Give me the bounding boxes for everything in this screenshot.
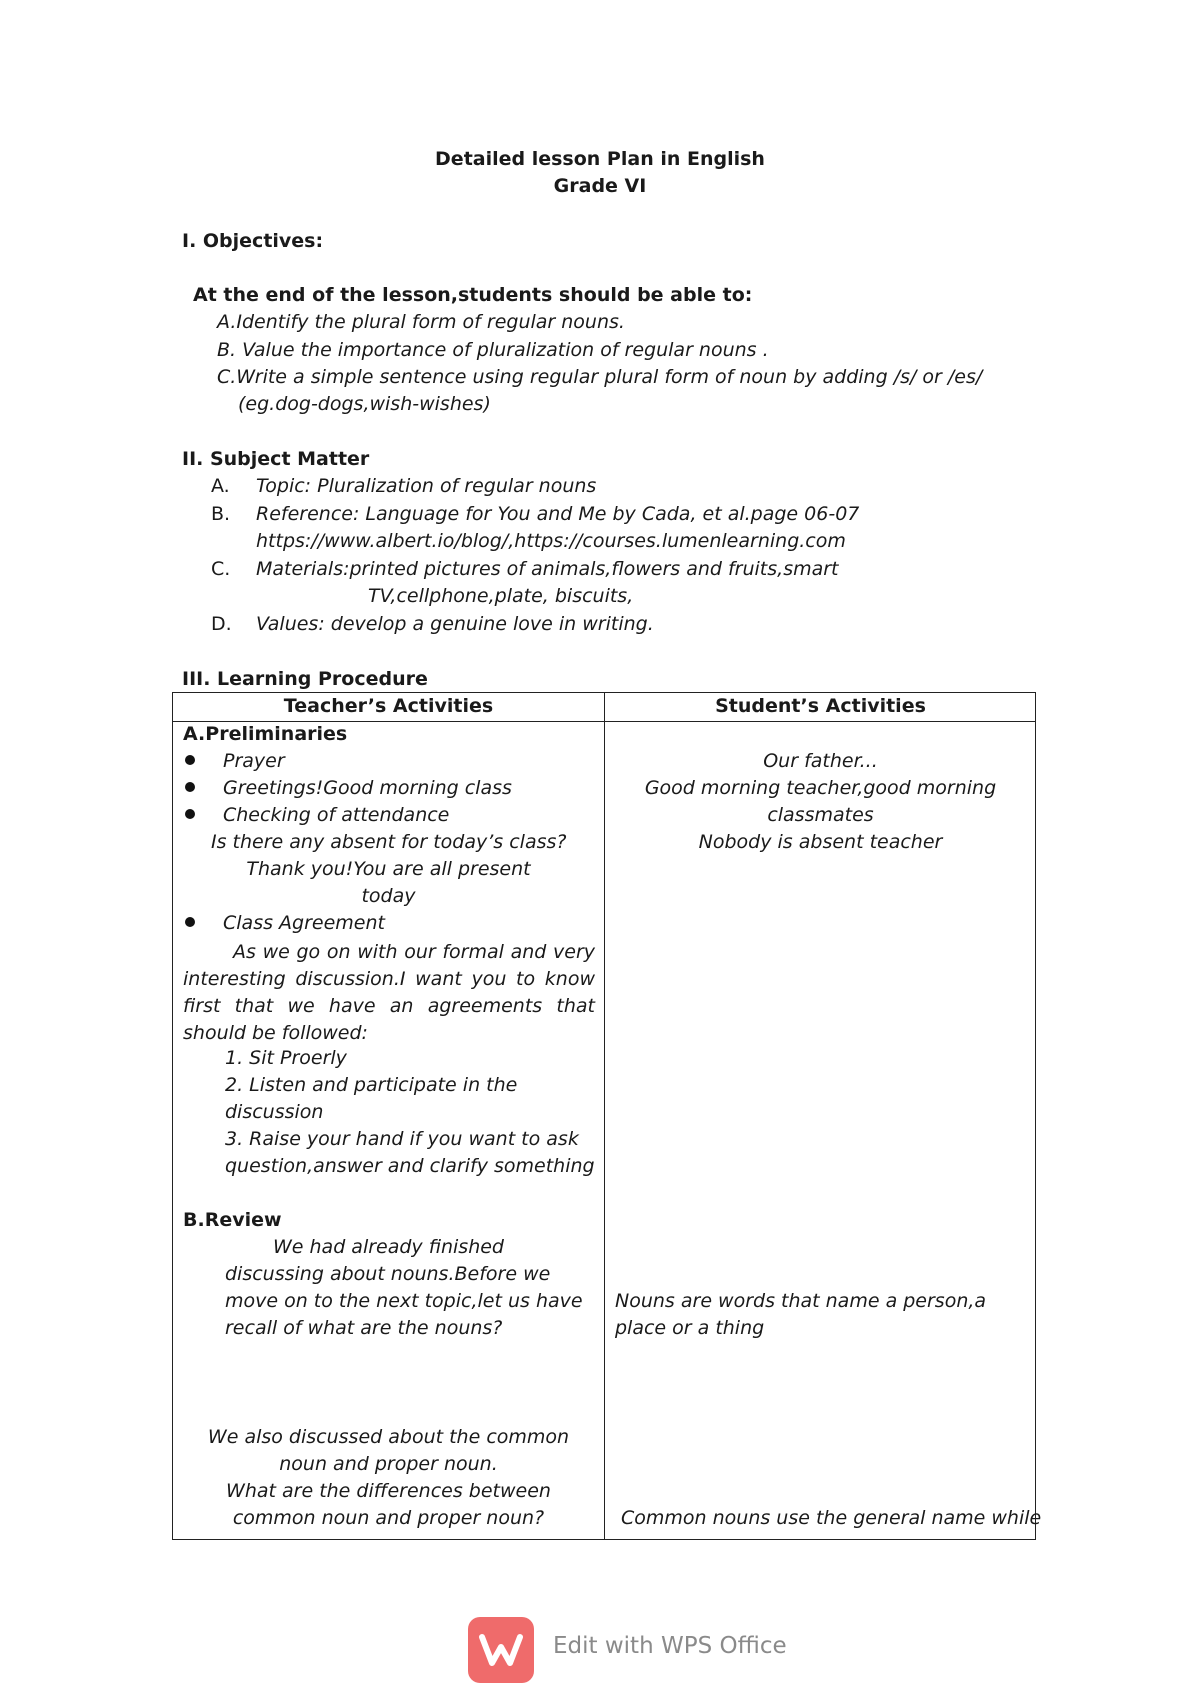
subject-letter-c: C. — [211, 558, 231, 580]
rule-2: 2. Listen and participate in the — [225, 1074, 518, 1096]
rule-3-cont: question,answer and clarify something — [225, 1155, 595, 1177]
prelim-agreement: Class Agreement — [223, 912, 385, 934]
review-line-2: discussing about nouns.Before we — [225, 1263, 551, 1285]
prelim-greetings-item — [185, 777, 512, 799]
student-answer-1: Nouns are words that name a person,a — [615, 1290, 987, 1312]
bullet-icon — [185, 809, 195, 819]
subject-materials: Materials:printed pictures of animals,flowers and fruits,smart — [256, 558, 839, 580]
bullet-icon — [185, 755, 195, 765]
teacher-activities-header: Teacher’s Activities — [283, 695, 494, 717]
grade-label: Grade VI — [553, 175, 647, 197]
procedure-heading: III. Learning Procedure — [182, 668, 428, 690]
prelim-agreement-item — [185, 912, 385, 934]
subject-reference-links: https://www.albert.io/blog/,https://courses.lumenlearning.com — [256, 530, 846, 552]
student-activities-header: Student’s Activities — [715, 695, 926, 717]
prelim-attendance: Checking of attendance — [223, 804, 450, 826]
subject-matter-heading: II. Subject Matter — [182, 448, 370, 470]
prelim-attendance-item — [185, 804, 449, 826]
review-line-6: noun and proper noun. — [279, 1453, 498, 1475]
review-line-7: What are the differences between — [226, 1480, 551, 1502]
review-line-8: common noun and proper noun? — [232, 1507, 545, 1529]
preliminaries-heading: A.Preliminaries — [183, 723, 348, 745]
bullet-icon — [185, 917, 195, 927]
review-line-5: We also discussed about the common — [207, 1426, 570, 1448]
objectives-heading: I. Objectives: — [182, 230, 324, 252]
student-absent: Nobody is absent teacher — [698, 831, 943, 853]
bullet-icon — [185, 782, 195, 792]
objective-b: B. Value the importance of pluralization of regular nouns . — [217, 339, 769, 361]
wps-w-icon — [468, 1617, 534, 1683]
review-line-4: recall of what are the nouns? — [225, 1317, 503, 1339]
procedure-table — [172, 692, 1042, 1540]
subject-materials-cont: TV,cellphone,plate, biscuits, — [368, 585, 634, 607]
student-answer-3: Common nouns use the general name while — [621, 1507, 1042, 1529]
prelim-prayer: Prayer — [223, 750, 285, 772]
subject-letter-d: D. — [211, 613, 232, 635]
objective-c: C.Write a simple sentence using regular plural form of noun by adding /s/ or /es/ — [217, 366, 983, 388]
review-line-3: move on to the next topic,let us have — [225, 1290, 583, 1312]
prelim-prayer-item — [185, 750, 285, 772]
rule-3: 3. Raise your hand if you want to ask — [225, 1128, 579, 1150]
subject-reference: Reference: Language for You and Me by Cada, et al.page 06-07 — [256, 503, 860, 525]
subject-letter-a: A. — [211, 475, 230, 497]
subject-topic: Topic: Pluralization of regular nouns — [256, 475, 597, 497]
table-header-divider — [173, 721, 1035, 722]
prelim-greetings: Greetings!Good morning class — [223, 777, 512, 799]
review-line-1: We had already finished — [273, 1236, 504, 1258]
subject-letter-b: B. — [211, 503, 231, 525]
prelim-attendance-question: Is there any absent for today’s class? — [211, 831, 567, 853]
objective-a: A.Identify the plural form of regular nouns. — [217, 311, 625, 333]
student-answer-2: place or a thing — [615, 1317, 765, 1339]
objectives-intro: At the end of the lesson,students should be able to: — [193, 284, 753, 306]
rule-1: 1. Sit Proerly — [225, 1047, 347, 1069]
edit-with-wps-link[interactable]: Edit with WPS Office — [553, 1633, 787, 1659]
document-title: Detailed lesson Plan in English — [435, 148, 765, 170]
wps-logo-icon[interactable] — [468, 1617, 534, 1683]
subject-values: Values: develop a genuine love in writing. — [256, 613, 654, 635]
rule-2-cont: discussion — [225, 1101, 324, 1123]
review-heading: B.Review — [183, 1209, 282, 1231]
prelim-thanks-2: today — [361, 885, 416, 907]
student-prayer: Our father... — [763, 750, 878, 772]
student-greet-1: Good morning teacher,good morning — [644, 777, 997, 799]
prelim-thanks-1: Thank you!You are all present — [246, 858, 531, 880]
prelim-agreement-text: As we go on with our formal and very interesting discussion.I want you to know first that we have an agreements that should be followed: — [183, 941, 595, 1044]
student-greet-2: classmates — [767, 804, 874, 826]
objective-c-example: (eg.dog-dogs,wish-wishes) — [238, 393, 491, 415]
